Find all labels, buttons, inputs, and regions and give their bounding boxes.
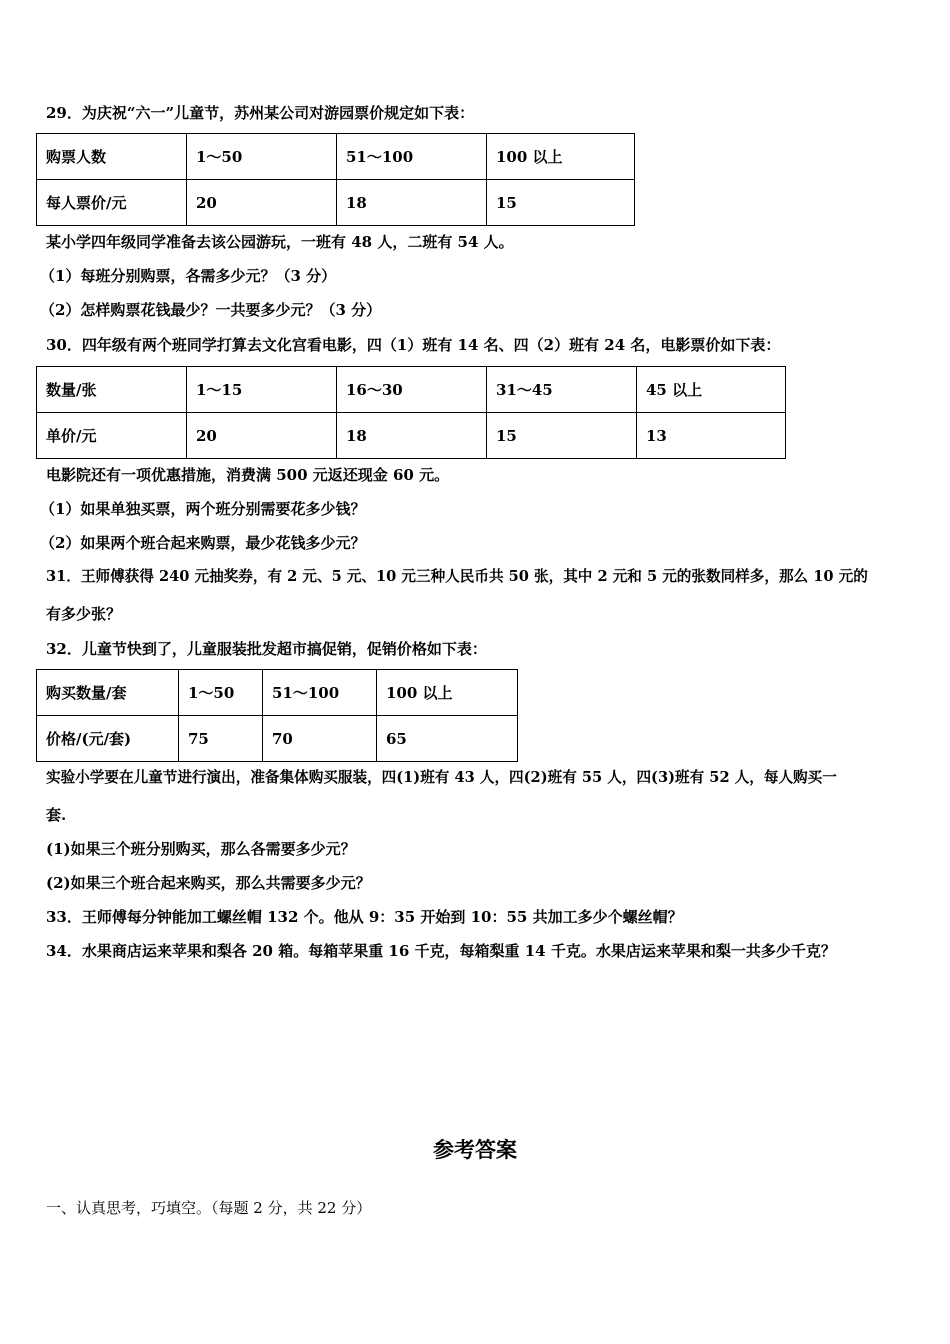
- table-cell: 16～30: [337, 367, 487, 413]
- table-cell: 单价/元: [37, 413, 187, 459]
- table-cell: 15: [487, 413, 637, 459]
- q31-line1: 31．王师傅获得 240 元抽奖券，有 2 元、5 元、10 元三种人民币共 50 张，其中 2 元和 5 元的张数同样多，那么 10 元的: [46, 568, 868, 585]
- q34: 34．水果商店运来苹果和梨各 20 箱。每箱苹果重 16 千克，每箱梨重 14 千克。水果店运来苹果和梨一共多少千克？: [46, 942, 836, 960]
- table-cell: 数量/张: [37, 367, 187, 413]
- table-cell: 70: [263, 716, 377, 762]
- table-row: [37, 716, 518, 762]
- q31-line2: 有多少张？: [46, 605, 122, 623]
- table-cell: 31～45: [487, 367, 637, 413]
- answers-title: 参考答案: [433, 1137, 517, 1162]
- table-cell: 1～50: [187, 134, 337, 180]
- table-cell: 13: [637, 413, 786, 459]
- table-cell: 20: [187, 180, 337, 226]
- table-row: [37, 180, 635, 226]
- table-cell: 购票人数: [37, 134, 187, 180]
- table-cell: 每人票价/元: [37, 180, 187, 226]
- q32-text2: 套.: [46, 806, 67, 824]
- table-cell: 100 以上: [377, 670, 518, 716]
- q32-sub1: (1)如果三个班分别购买，那么各需要多少元？: [46, 840, 356, 858]
- answers-section1: 一、认真思考，巧填空。（每题 2 分，共 22 分）: [46, 1199, 372, 1217]
- q29-title: 29．为庆祝“六一”儿童节，苏州某公司对游园票价规定如下表：: [46, 104, 475, 122]
- table-cell: 100 以上: [487, 134, 635, 180]
- table-cell: 购买数量/套: [37, 670, 179, 716]
- q29-table: [36, 133, 635, 226]
- q32-text1: 实验小学要在儿童节进行演出，准备集体购买服装，四(1)班有 43 人，四(2)班有 55 人，四(3)班有 52 人，每人购买一: [46, 769, 837, 786]
- table-cell: 18: [337, 180, 487, 226]
- table-cell: 51～100: [337, 134, 487, 180]
- table-cell: 65: [377, 716, 518, 762]
- q30-text: 电影院还有一项优惠措施，消费满 500 元返还现金 60 元。: [46, 466, 450, 484]
- q29-text: 某小学四年级同学准备去该公园游玩，一班有 48 人，二班有 54 人。: [46, 233, 514, 251]
- table-cell: 1～50: [179, 670, 263, 716]
- q32-table: [36, 669, 518, 762]
- table-cell: 1～15: [187, 367, 337, 413]
- table-row: [37, 413, 786, 459]
- table-cell: 20: [187, 413, 337, 459]
- q30-sub2: （2）如果两个班合起来购票，最少花钱多少元？: [40, 534, 366, 552]
- table-cell: 51～100: [263, 670, 377, 716]
- q33: 33．王师傅每分钟能加工螺丝帽 132 个。他从 9：35 开始到 10：55 共加工多少个螺丝帽？: [46, 908, 683, 926]
- table-row: [37, 134, 635, 180]
- table-cell: 45 以上: [637, 367, 786, 413]
- q32-sub2: (2)如果三个班合起来购买，那么共需要多少元？: [46, 874, 371, 892]
- q30-sub1: （1）如果单独买票，两个班分别需要花多少钱？: [40, 500, 366, 518]
- table-cell: 价格/(元/套): [37, 716, 179, 762]
- q29-sub2: （2）怎样购票花钱最少？一共要多少元？（3 分）: [40, 301, 382, 319]
- q30-table: [36, 366, 786, 459]
- table-row: [37, 670, 518, 716]
- table-row: [37, 367, 786, 413]
- q32-title: 32．儿童节快到了，儿童服装批发超市搞促销，促销价格如下表：: [46, 640, 487, 658]
- table-cell: 75: [179, 716, 263, 762]
- q30-title: 30．四年级有两个班同学打算去文化宫看电影，四（1）班有 14 名、四（2）班有 24 名，电影票价如下表：: [46, 336, 781, 354]
- table-cell: 18: [337, 413, 487, 459]
- table-cell: 15: [487, 180, 635, 226]
- q29-sub1: （1）每班分别购票，各需多少元？（3 分）: [40, 267, 337, 285]
